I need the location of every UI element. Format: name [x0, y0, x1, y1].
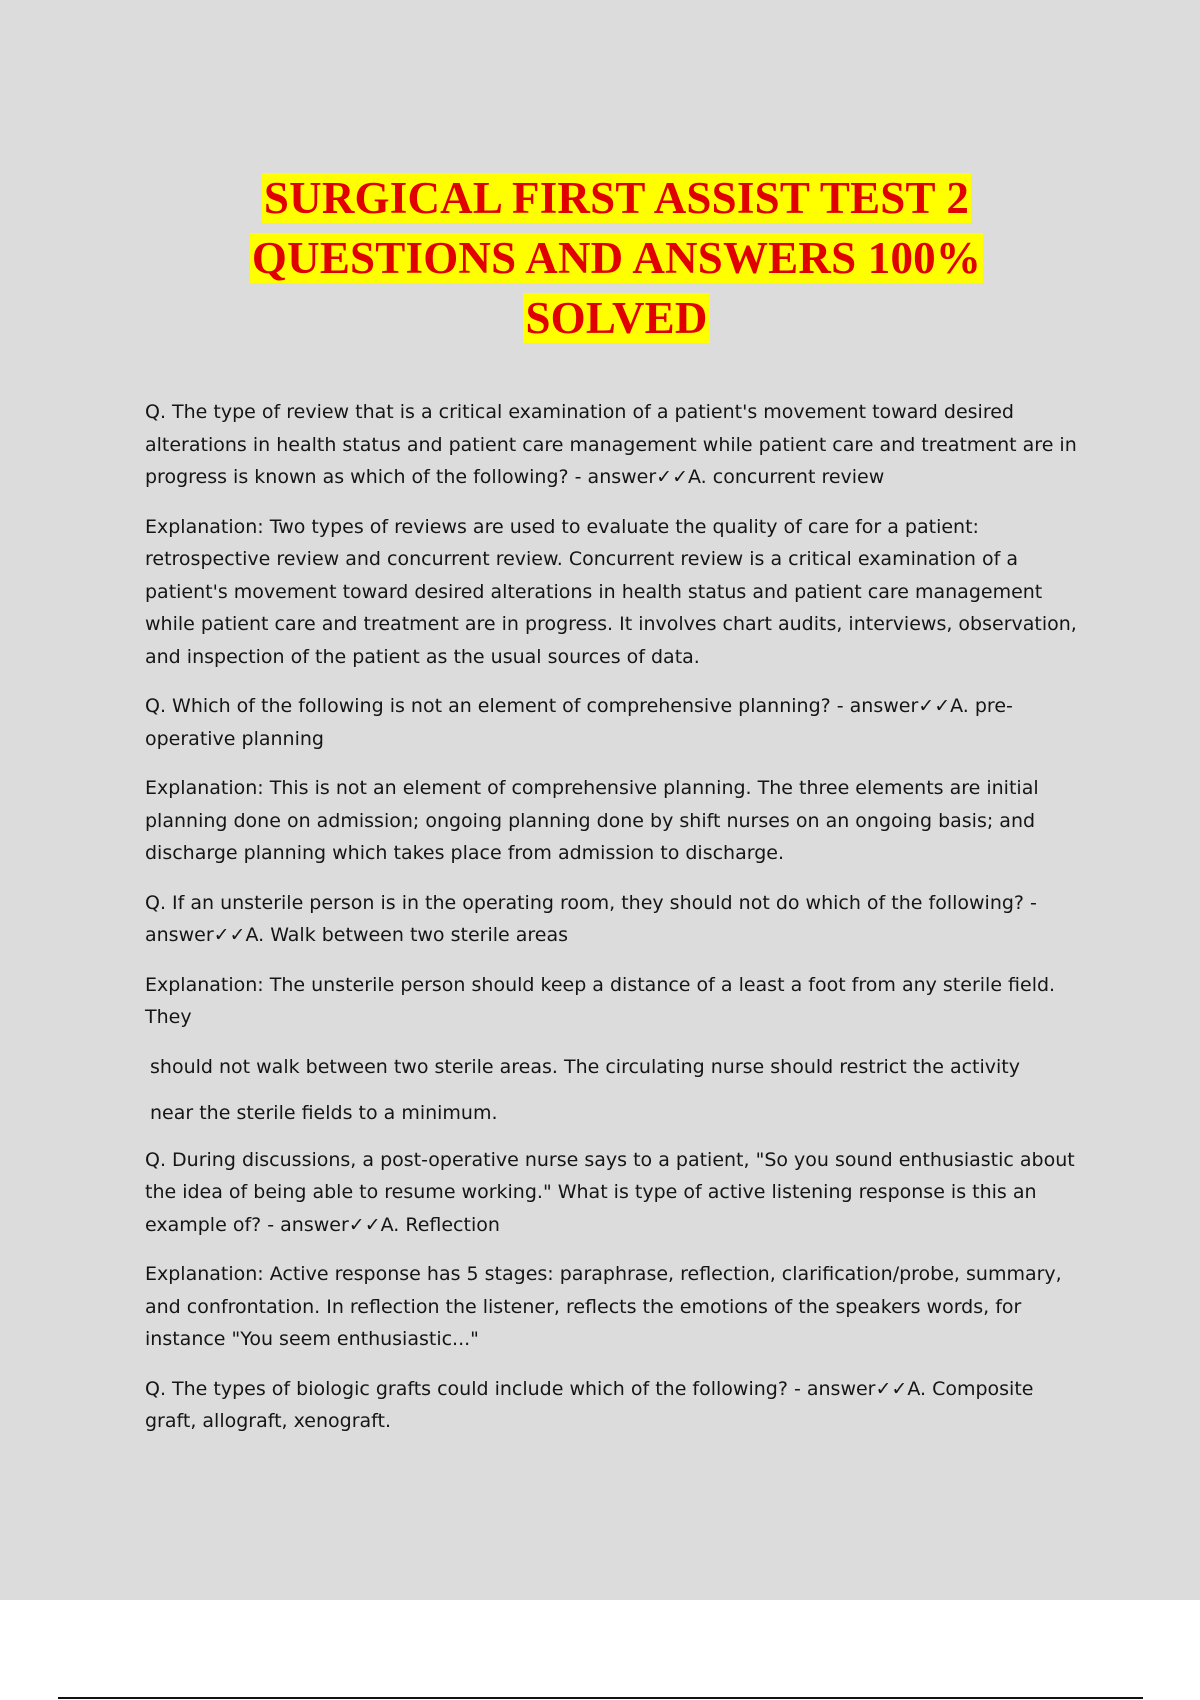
title-text-3: SOLVED	[525, 293, 708, 343]
document-title	[0, 168, 1200, 348]
explanation-4: Explanation: Active response has 5 stages: paraphrase, reflection, clarification/probe, summary, and confrontation. In reflection the listener, reflects the emotions of the speakers words, for instance "You seem enthusiastic..."	[145, 1263, 1062, 1350]
title-line-1	[0, 168, 1200, 228]
explanation-3-continued-1: should not walk between two sterile areas. The circulating nurse should restrict the activity	[150, 1055, 1020, 1078]
title-text-2: QUESTIONS AND ANSWERS 100%	[251, 233, 982, 283]
explanation-1: Explanation: Two types of reviews are used to evaluate the quality of care for a patient: retrospective review and concurrent review. Concurrent review is a critical examination of a patient's movement toward desired alterations in health status and patient care management while patient care and treatment are in progress. It involves chart audits, interviews, observation, and inspection of the patient as the usual sources of data.	[145, 515, 1077, 668]
page-bottom-divider	[58, 1697, 1143, 1699]
explanation-3: Explanation: The unsterile person should keep a distance of a least a foot from any sterile field. They	[145, 973, 1056, 1028]
title-text-1: SURGICAL FIRST ASSIST TEST 2	[263, 173, 970, 223]
question-2: Q. Which of the following is not an element of comprehensive planning? - answer✓✓A. pre-operative planning	[145, 695, 1013, 750]
question-1: Q. The type of review that is a critical examination of a patient's movement toward desired alterations in health status and patient care management while patient care and treatment are in progress is known as which of the following? - answer✓✓A. concurrent review	[145, 401, 1077, 488]
explanation-3-continued-2: near the sterile fields to a minimum.	[150, 1102, 498, 1124]
title-line-2	[0, 228, 1200, 288]
title-line-3	[0, 288, 1200, 348]
explanation-2: Explanation: This is not an element of comprehensive planning. The three elements are initial planning done on admission; ongoing planning done by shift nurses on an ongoing basis; and discharge planning which takes place from admission to discharge.	[145, 777, 1039, 864]
question-5: Q. The types of biologic grafts could include which of the following? - answer✓✓A. Composite graft, allograft, xenograft.	[145, 1377, 1034, 1432]
qa-content	[145, 396, 1090, 1455]
question-4: Q. During discussions, a post-operative nurse says to a patient, "So you sound enthusiastic about the idea of being able to resume working." What is type of active listening response is this an example of? - answer✓✓A. Reflection	[145, 1148, 1075, 1236]
question-3: Q. If an unsterile person is in the operating room, they should not do which of the following? - answer✓✓A. Walk between two sterile areas	[145, 891, 1037, 946]
